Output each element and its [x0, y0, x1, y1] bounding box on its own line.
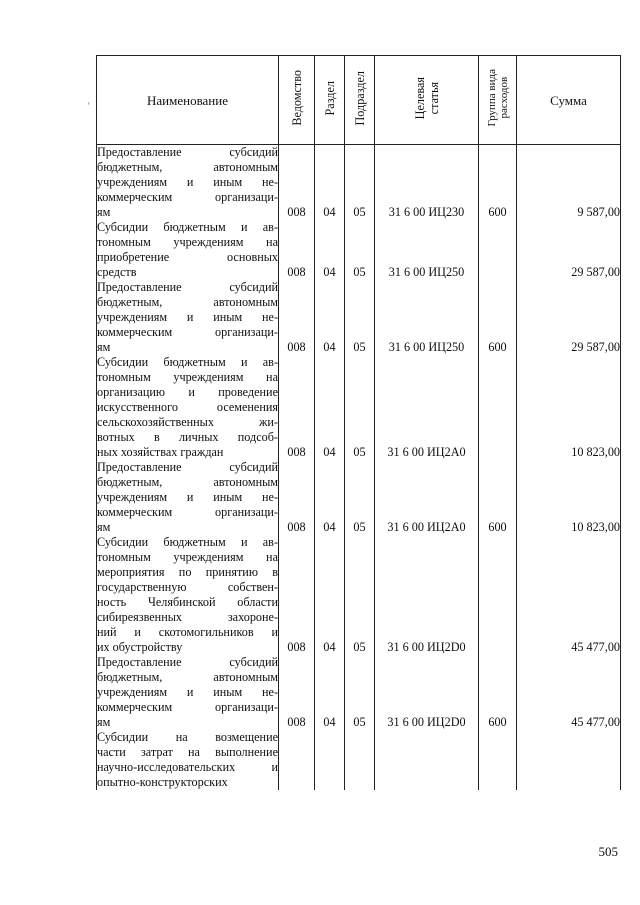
- row-summa: 10 823,00: [517, 355, 621, 460]
- row-gruppa-vida: 600: [479, 280, 517, 355]
- row-name-line: Предоставление субсидий: [97, 460, 278, 474]
- table-row: [97, 535, 621, 655]
- row-vedomstvo: 008: [279, 355, 315, 460]
- row-name-line: тономным учреждениям на: [97, 370, 278, 384]
- row-summa: 45 477,00: [517, 655, 621, 730]
- row-razdel: 04: [315, 220, 345, 280]
- row-gruppa-vida: 600: [479, 460, 517, 535]
- row-name-line: ям: [97, 205, 111, 219]
- header-tselevaya: Целевая статья: [375, 56, 479, 145]
- row-tselevaya-statya: 31 6 00 ИЦ2D0: [375, 655, 479, 730]
- row-podrazdel: 05: [345, 145, 375, 221]
- row-name-line: тономным учреждениям на: [97, 235, 278, 249]
- header-row: [97, 56, 621, 145]
- row-name: [97, 355, 279, 460]
- row-vedomstvo: 008: [279, 535, 315, 655]
- row-name-line: Субсидии бюджетным и ав-: [97, 535, 278, 549]
- row-name-line: опытно-конструкторских: [97, 775, 228, 789]
- row-podrazdel: 05: [345, 355, 375, 460]
- budget-table: [96, 55, 621, 790]
- row-podrazdel: 05: [345, 535, 375, 655]
- row-podrazdel: 05: [345, 220, 375, 280]
- row-name-line: ям: [97, 715, 111, 729]
- row-tselevaya-statya: 31 6 00 ИЦ2А0: [375, 355, 479, 460]
- row-summa: 45 477,00: [517, 535, 621, 655]
- header-podrazdel: Подраздел: [345, 56, 375, 145]
- row-name-line: Предоставление субсидий: [97, 145, 278, 159]
- row-summa: 10 823,00: [517, 460, 621, 535]
- page-number: 505: [598, 844, 618, 859]
- row-gruppa-vida: 600: [479, 145, 517, 221]
- table-row: [97, 655, 621, 730]
- header-vedomstvo: Ведомство: [279, 56, 315, 145]
- row-razdel: 04: [315, 460, 345, 535]
- row-summa: 29 587,00: [517, 280, 621, 355]
- row-name-line: коммерческим организаци-: [97, 505, 278, 519]
- row-name-line: Субсидии бюджетным и ав-: [97, 355, 278, 369]
- table-row: [97, 355, 621, 460]
- row-name-line: приобретение основных: [97, 250, 278, 264]
- row-vedomstvo: 008: [279, 460, 315, 535]
- row-name: [97, 535, 279, 655]
- row-name-line: учреждениям и иным не-: [97, 685, 278, 699]
- row-podrazdel: 05: [345, 280, 375, 355]
- table-row: [97, 220, 621, 280]
- row-name-line: бюджетным, автономным: [97, 160, 278, 174]
- row-tselevaya-statya: 31 6 00 ИЦ2А0: [375, 460, 479, 535]
- row-name: [97, 280, 279, 355]
- row-gruppa-vida: [479, 220, 517, 280]
- row-name-line: тономным учреждениям на: [97, 550, 278, 564]
- row-name-line: Субсидии бюджетным и ав-: [97, 220, 278, 234]
- row-name-line: ных хозяйствах граждан: [97, 445, 224, 459]
- row-name-line: коммерческим организаци-: [97, 700, 278, 714]
- row-razdel: 04: [315, 655, 345, 730]
- row-name-line: бюджетным, автономным: [97, 295, 278, 309]
- row-razdel: 04: [315, 535, 345, 655]
- row-name-line: искусственного осеменения: [97, 400, 278, 414]
- row-name: [97, 730, 279, 790]
- row-razdel: 04: [315, 280, 345, 355]
- row-vedomstvo: 008: [279, 655, 315, 730]
- table-row: [97, 730, 621, 790]
- header-name: Наименование: [97, 56, 279, 145]
- row-name: [97, 220, 279, 280]
- row-name-line: вотных в личных подсоб-: [97, 430, 278, 444]
- row-name-line: Субсидии на возмещение: [97, 730, 278, 744]
- row-name-line: коммерческим организаци-: [97, 190, 278, 204]
- table-row: [97, 145, 621, 221]
- row-name-line: коммерческим организаци-: [97, 325, 278, 339]
- row-name: [97, 145, 279, 221]
- header-gruppa: Группа вида расходов: [479, 56, 517, 145]
- table-row: [97, 280, 621, 355]
- row-podrazdel: [345, 730, 375, 790]
- row-podrazdel: 05: [345, 460, 375, 535]
- row-vedomstvo: 008: [279, 220, 315, 280]
- table-row: [97, 460, 621, 535]
- margin-mark: ': [88, 101, 90, 111]
- row-name-line: бюджетным, автономным: [97, 475, 278, 489]
- row-vedomstvo: 008: [279, 280, 315, 355]
- row-name-line: мероприятия по принятию в: [97, 565, 278, 579]
- row-name-line: государственную собствен-: [97, 580, 278, 594]
- row-name-line: Предоставление субсидий: [97, 280, 278, 294]
- row-gruppa-vida: [479, 730, 517, 790]
- row-gruppa-vida: [479, 355, 517, 460]
- row-name-line: сельскохозяйственных жи-: [97, 415, 278, 429]
- row-razdel: 04: [315, 145, 345, 221]
- row-name-line: ям: [97, 340, 111, 354]
- row-name-line: средств: [97, 265, 137, 279]
- row-razdel: [315, 730, 345, 790]
- table-body: [97, 145, 621, 791]
- row-tselevaya-statya: 31 6 00 ИЦ250: [375, 280, 479, 355]
- row-name-line: Предоставление субсидий: [97, 655, 278, 669]
- row-name: [97, 655, 279, 730]
- row-gruppa-vida: 600: [479, 655, 517, 730]
- row-summa: 9 587,00: [517, 145, 621, 221]
- row-vedomstvo: 008: [279, 145, 315, 221]
- row-razdel: 04: [315, 355, 345, 460]
- row-tselevaya-statya: 31 6 00 ИЦ230: [375, 145, 479, 221]
- row-summa: [517, 730, 621, 790]
- header-razdel: Раздел: [315, 56, 345, 145]
- row-name-line: их обустройству: [97, 640, 183, 654]
- row-podrazdel: 05: [345, 655, 375, 730]
- row-name-line: ям: [97, 520, 111, 534]
- row-name-line: части затрат на выполнение: [97, 745, 278, 759]
- row-name-line: учреждениям и иным не-: [97, 175, 278, 189]
- row-name-line: учреждениям и иным не-: [97, 490, 278, 504]
- row-summa: 29 587,00: [517, 220, 621, 280]
- row-name-line: бюджетным, автономным: [97, 670, 278, 684]
- row-name-line: ность Челябинской области: [97, 595, 278, 609]
- row-vedomstvo: [279, 730, 315, 790]
- row-name: [97, 460, 279, 535]
- row-tselevaya-statya: 31 6 00 ИЦ2D0: [375, 535, 479, 655]
- row-name-line: учреждениям и иным не-: [97, 310, 278, 324]
- row-name-line: научно-исследовательских и: [97, 760, 278, 774]
- row-tselevaya-statya: [375, 730, 479, 790]
- row-name-line: сибиреязвенных захороне-: [97, 610, 278, 624]
- row-gruppa-vida: [479, 535, 517, 655]
- row-name-line: организацию и проведение: [97, 385, 278, 399]
- header-summa: Сумма: [517, 56, 621, 145]
- row-tselevaya-statya: 31 6 00 ИЦ250: [375, 220, 479, 280]
- row-name-line: ний и скотомогильников и: [97, 625, 278, 639]
